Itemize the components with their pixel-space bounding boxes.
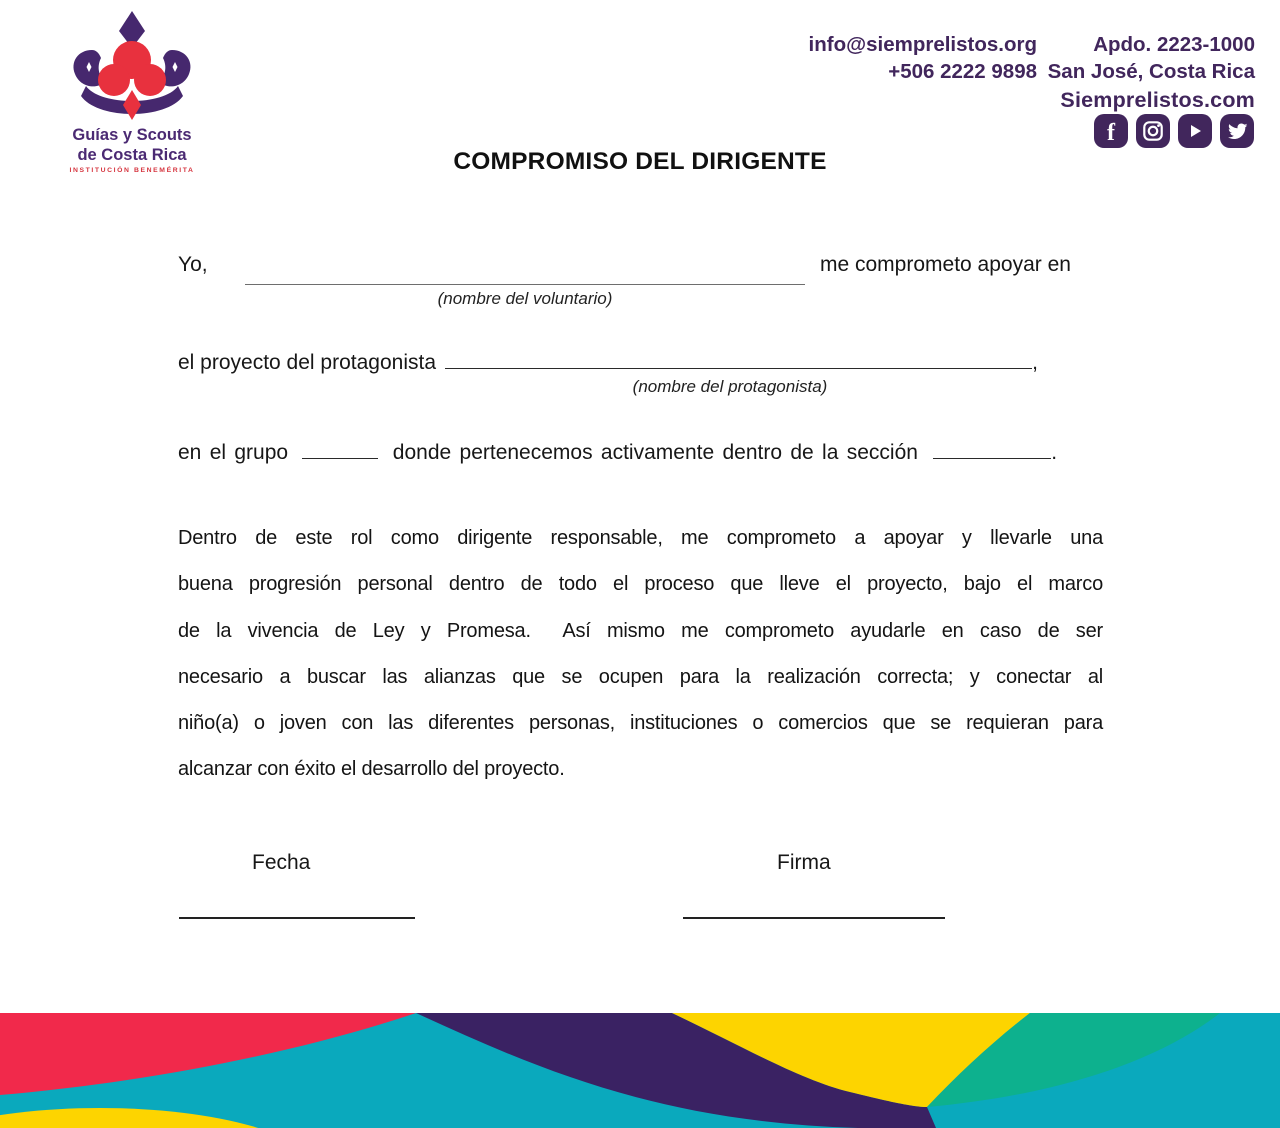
contact-website: Siemprelistos.com — [1060, 88, 1255, 112]
paragraph-line-1: Dentro de este rol como dirigente responsable, me comprometo a apoyar y llevarle una — [178, 527, 1103, 549]
form-line3 — [178, 437, 1107, 465]
fecha-label: Fecha — [252, 851, 311, 874]
contact-location: San José, Costa Rica — [1047, 59, 1255, 83]
form-line2-comma: , — [1032, 351, 1038, 374]
social-icons-row — [1094, 114, 1254, 148]
contact-block-left — [809, 32, 1037, 85]
scout-fleur-de-lis-icon — [62, 10, 202, 124]
voluntario-name-blank — [245, 257, 805, 285]
contact-pobox: Apdo. 2223-1000 — [1093, 33, 1255, 56]
page-title: COMPROMISO DEL DIRIGENTE — [453, 148, 827, 175]
facebook-icon: f — [1094, 114, 1128, 148]
form-line3-part2: donde pertenecemos activamente dentro de la sección — [392, 441, 918, 464]
protagonista-name-blank — [445, 347, 1032, 369]
seccion-blank — [933, 437, 1051, 459]
paragraph-line-6: alcanzar con éxito el desarrollo del proyecto. — [178, 758, 565, 781]
commitment-paragraph — [178, 527, 1103, 805]
contact-email: info@siemprelistos.org — [808, 33, 1037, 56]
fecha-signature-line — [179, 917, 415, 919]
org-name-line2: de Costa Rica — [77, 146, 187, 164]
twitter-icon — [1220, 114, 1254, 148]
firma-label: Firma — [777, 851, 831, 874]
org-name-line1: Guías y Scouts — [72, 126, 192, 144]
form-line3-part1: en el grupo — [178, 441, 289, 464]
paragraph-line-2: buena progresión personal dentro de todo el proceso que lleve el proyecto, bajo el marco — [178, 573, 1103, 596]
voluntario-caption: (nombre del voluntario) — [437, 289, 613, 308]
protagonista-caption: (nombre del protagonista) — [632, 377, 828, 396]
form-line2-prefix: el proyecto del protagonista — [178, 351, 436, 374]
wave-decoration — [0, 1010, 1280, 1128]
contact-phone: +506 2222 9898 — [888, 59, 1037, 83]
grupo-blank — [302, 437, 378, 459]
paragraph-line-4: necesario a buscar las alianzas que se ocupen para la realización correcta; y conectar al — [178, 665, 1103, 688]
org-tagline: INSTITUCIÓN BENEMÉRITA — [69, 167, 195, 174]
paragraph-line-5: niño(a) o joven con las diferentes personas, instituciones o comercios que se requieran para — [178, 712, 1103, 735]
form-line3-period: . — [1051, 441, 1058, 464]
contact-block-right — [1048, 32, 1255, 114]
youtube-icon — [1178, 114, 1212, 148]
instagram-icon — [1136, 114, 1170, 148]
form-line1-suffix: me comprometo apoyar en — [820, 253, 1071, 276]
paragraph-line-3: de la vivencia de Ley y Promesa. Así mismo me comprometo ayudarle en caso de ser — [178, 619, 1103, 642]
firma-signature-line — [683, 917, 945, 919]
form-line2 — [178, 347, 1038, 375]
form-line1-prefix: Yo, — [178, 253, 208, 276]
